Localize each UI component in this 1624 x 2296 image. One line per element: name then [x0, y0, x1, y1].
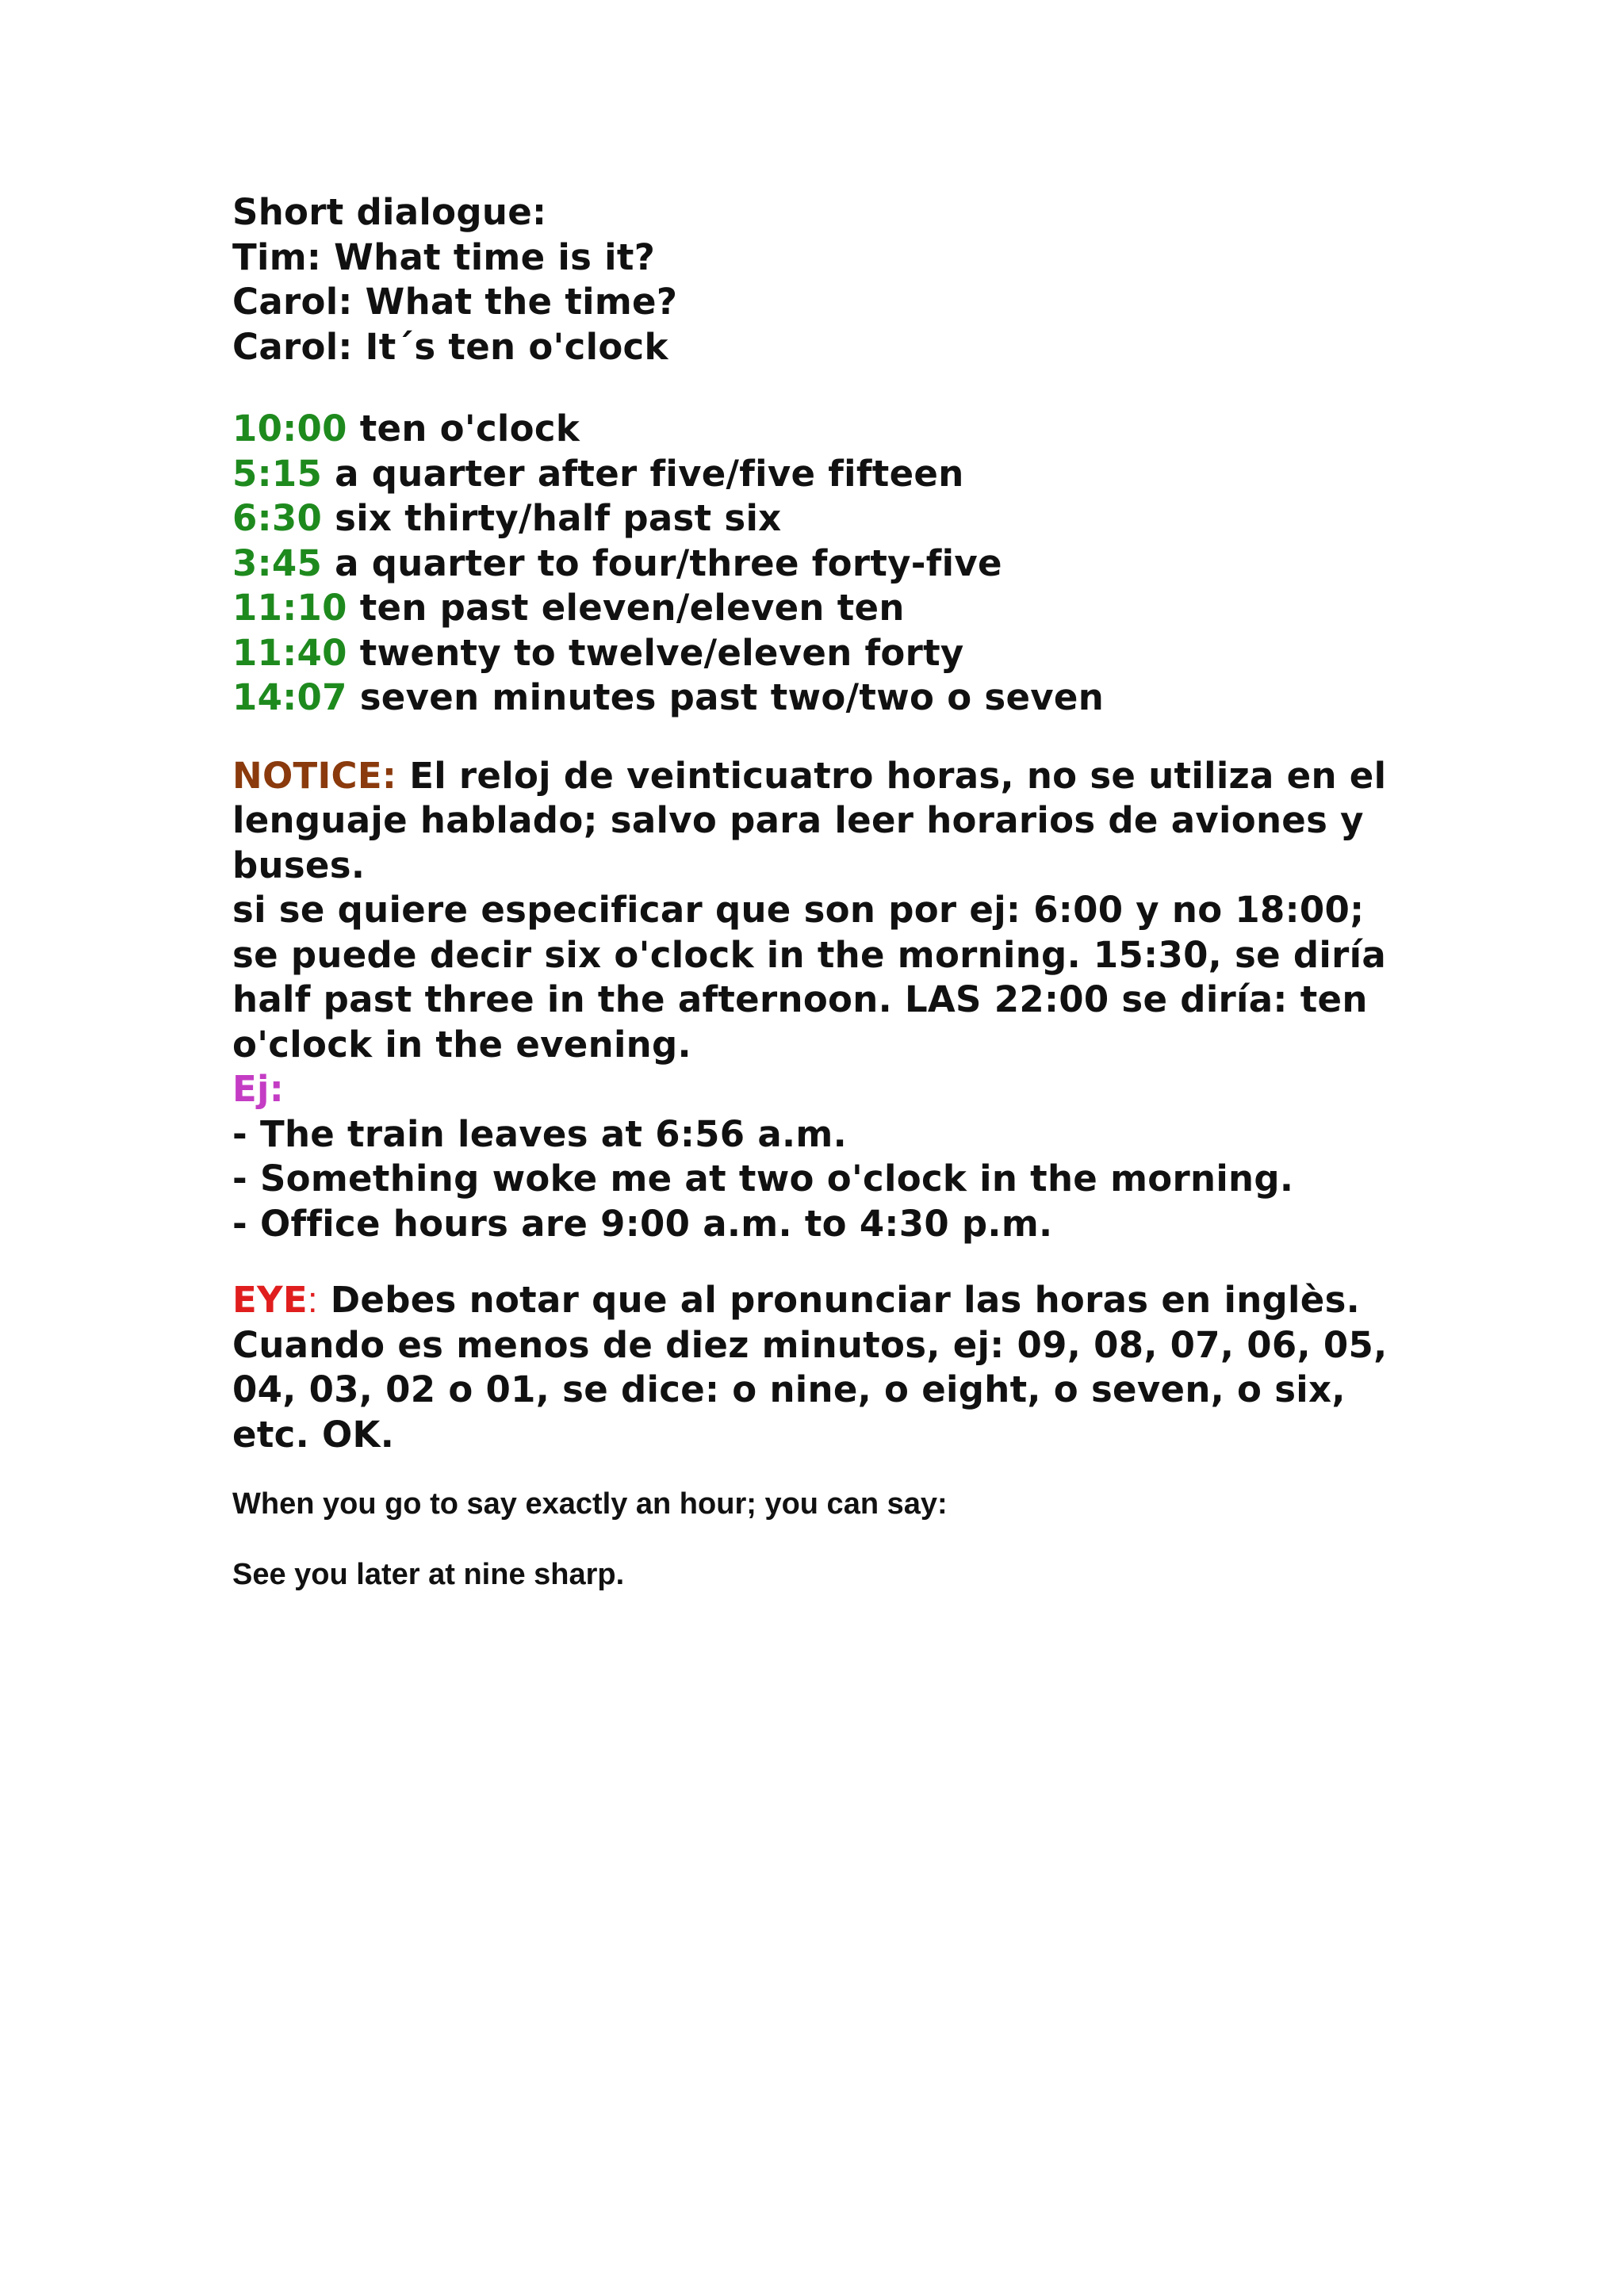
notice-paragraph-2: si se quiere especificar que son por ej: 6:00 y no 18:00; se puede decir six o'clock in the morning. 15:30, se diría half past three in the afternoon. LAS 22:00 se diría: ten o'clock in the evening. — [232, 889, 1387, 1066]
time-value: 11:10 — [232, 587, 347, 629]
footer-line-2: See you later at nine sharp. — [232, 1558, 625, 1591]
eye-label: EYE — [232, 1279, 308, 1321]
time-row — [232, 631, 1406, 676]
footer-line-1: When you go to say exactly an hour; you can say: — [232, 1487, 948, 1521]
notice-paragraph — [232, 754, 1406, 889]
time-text: twenty to twelve/eleven forty — [359, 631, 964, 674]
document-content — [232, 190, 1406, 1593]
time-row — [232, 407, 1406, 452]
example-item: - Something woke me at two o'clock in the morning. — [232, 1158, 1294, 1200]
time-row — [232, 675, 1406, 721]
eye-colon: : — [307, 1280, 318, 1320]
example-item: - The train leaves at 6:56 a.m. — [232, 1112, 847, 1155]
dialogue-heading: Short dialogue: — [232, 191, 547, 233]
notice-text: El reloj de veinticuatro horas, no se utiliza en el lenguaje hablado; salvo para leer horarios de aviones y buses. — [232, 754, 1387, 886]
time-value: 6:30 — [232, 497, 323, 539]
eye-section — [232, 1278, 1406, 1457]
time-row — [232, 452, 1406, 497]
time-text: seven minutes past two/two o seven — [359, 676, 1105, 718]
notice-section — [232, 754, 1406, 1247]
time-row — [232, 586, 1406, 631]
time-text: a quarter after five/five fifteen — [335, 452, 964, 495]
time-value: 3:45 — [232, 541, 323, 584]
dialogue-section — [232, 190, 1406, 369]
examples-label: Ej: — [232, 1068, 285, 1110]
notice-label: NOTICE: — [232, 754, 397, 797]
time-value: 11:40 — [232, 631, 347, 674]
times-list — [232, 407, 1406, 721]
eye-text: Debes notar que al pronunciar las horas en inglès. Cuando es menos de diez minutos, ej: 09, 08, 07, 06, 05, 04, 03, 02 o 01, se dice: o nine, o eight, o seven, o six, etc. OK. — [232, 1279, 1388, 1456]
dialogue-line: Tim: What time is it? — [232, 235, 656, 278]
time-value: 14:07 — [232, 676, 347, 718]
time-text: six thirty/half past six — [335, 497, 782, 539]
time-row — [232, 541, 1406, 587]
dialogue-line: Carol: It´s ten o'clock — [232, 325, 668, 368]
dialogue-line: Carol: What the time? — [232, 281, 678, 323]
time-text: ten past eleven/eleven ten — [359, 587, 905, 629]
time-text: a quarter to four/three forty-five — [335, 541, 1002, 584]
time-text: ten o'clock — [359, 408, 580, 450]
time-row — [232, 496, 1406, 541]
example-item: - Office hours are 9:00 a.m. to 4:30 p.m. — [232, 1202, 1053, 1245]
time-value: 5:15 — [232, 452, 323, 495]
eye-paragraph — [232, 1278, 1406, 1457]
time-value: 10:00 — [232, 408, 347, 450]
